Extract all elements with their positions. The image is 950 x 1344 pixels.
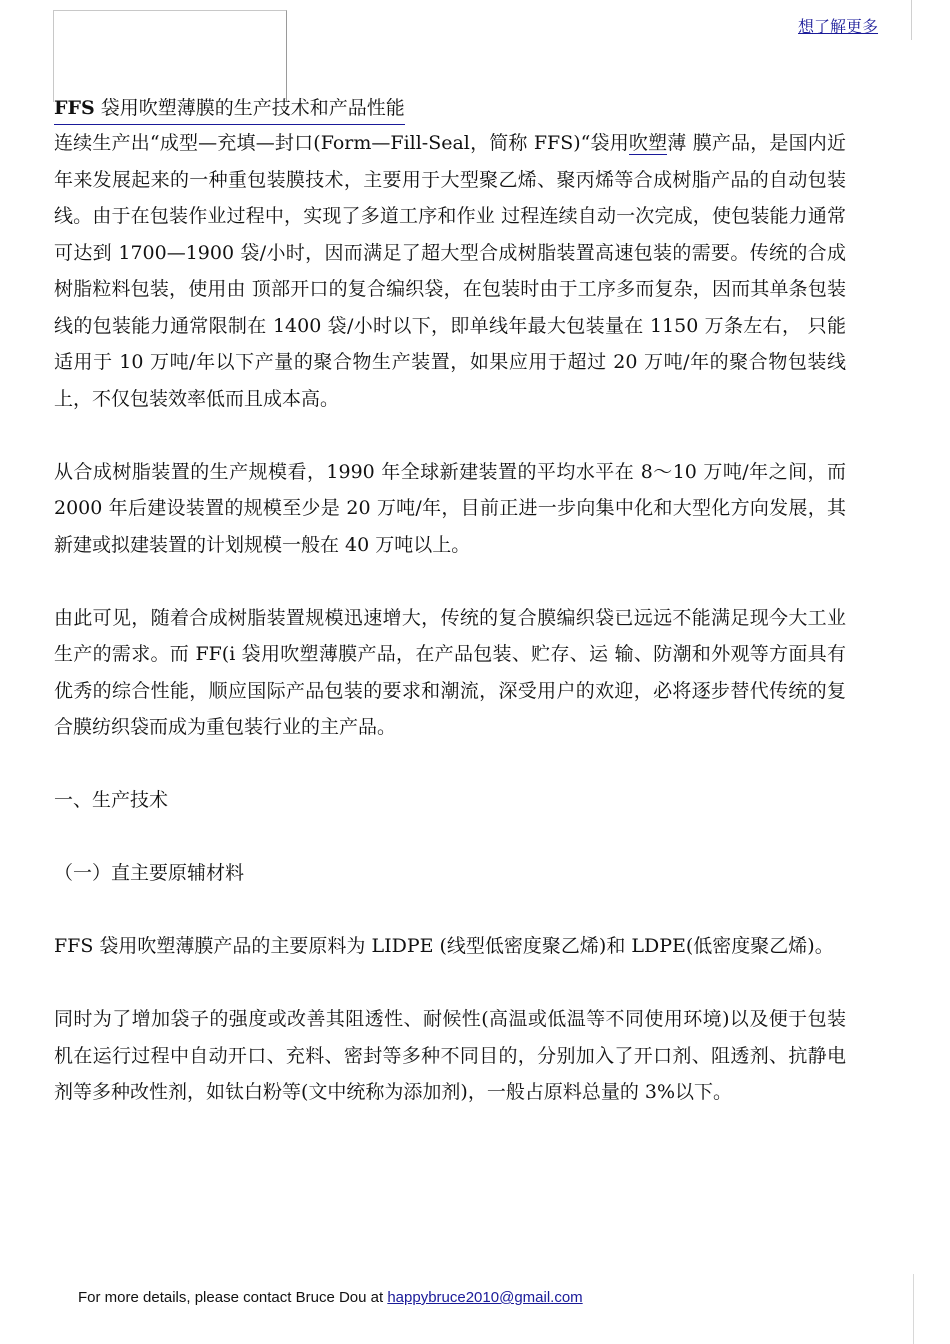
- paragraph-intro: [54, 125, 846, 417]
- title-prefix: FFS: [54, 97, 95, 119]
- keyword-link[interactable]: 吹塑: [628, 132, 668, 154]
- logo-placeholder: [53, 10, 287, 102]
- subsection-heading: （一）直主要原辅材料: [54, 862, 245, 884]
- footer-email-link[interactable]: happybruce2010@gmail.com: [387, 1289, 583, 1306]
- paragraph-intro-part-a: 连续生产出“成型—充填—封口(Form—Fill-Seal，简称 FFS)“袋用: [54, 132, 629, 154]
- page-corner-rule: [913, 1274, 914, 1344]
- section-heading: 一、生产技术: [54, 789, 169, 811]
- title-text: 袋用吹塑薄膜的生产技术和产品性能: [94, 97, 405, 119]
- paragraph-conclusion: 由此可见，随着合成树脂装置规模迅速增大，传统的复合膜编织袋已远远不能满足现今大工业生产的需求。而 FF(i 袋用吹塑薄膜产品，在产品包装、贮存、运 输、防潮和外观等方面具有优秀的综合性能，顺应国际产品包装的要求和潮流，深受用户的欢迎，必将逐步替代传统的复合膜纺织袋而成为重包装行业的主产品。: [54, 606, 846, 738]
- footer-text: For more details, please contact Bruce Dou at: [78, 1289, 388, 1306]
- paragraph-additives: 同时为了增加袋子的强度或改善其阻透性、耐候性(高温或低温等不同使用环境)以及便于包装机在运行过程中自动开口、充料、密封等多种不同目的，分别加入了开口剂、阻透剂、抗静电剂等多种改性剂，如钛白粉等(文中统称为添加剂)，一般占原料总量的 3%以下。: [54, 1008, 846, 1103]
- page-edge-rule: [911, 0, 912, 40]
- paragraph-intro-part-b: 薄 膜产品，是国内近年来发展起来的一种重包装膜技术，主要用于大型聚乙烯、聚丙烯等合成树脂产品的自动包装线。由于在包装作业过程中，实现了多道工序和作业 过程连续自动一次完成，使包装能力通常可达到 1700—1900 袋/小时，因而满足了超大型合成树脂装置高速包装的需要。传统的合成树脂粒料包装，使用由 顶部开口的复合编织袋，在包装时由于工序多而复杂，因而其单条包装线的包装能力通常限制在 1400 袋/小时以下，即单线年最大包装量在 1150 万条左右， 只能适用于 10 万吨/年以下产量的聚合物生产装置，如果应用于超过 20 万吨/年的聚合物包装线上，不仅包装效率低而且成本高。: [54, 132, 846, 410]
- paragraph-materials: FFS 袋用吹塑薄膜产品的主要原料为 LIDPE (线型低密度聚乙烯)和 LDPE(低密度聚乙烯)。: [54, 935, 834, 957]
- paragraph-scale: 从合成树脂装置的生产规模看，1990 年全球新建装置的平均水平在 8～10 万吨/年之间，而 2000 年后建设装置的规模至少是 20 万吨/年，目前正进一步向集中化和大型化方向发展，其新建或拟建装置的计划规模一般在 40 万吨以上。: [54, 460, 846, 556]
- article-title: [54, 92, 405, 125]
- footer-contact: [78, 1289, 583, 1306]
- learn-more-link[interactable]: 想了解更多: [798, 17, 879, 36]
- article-body: [54, 92, 846, 1111]
